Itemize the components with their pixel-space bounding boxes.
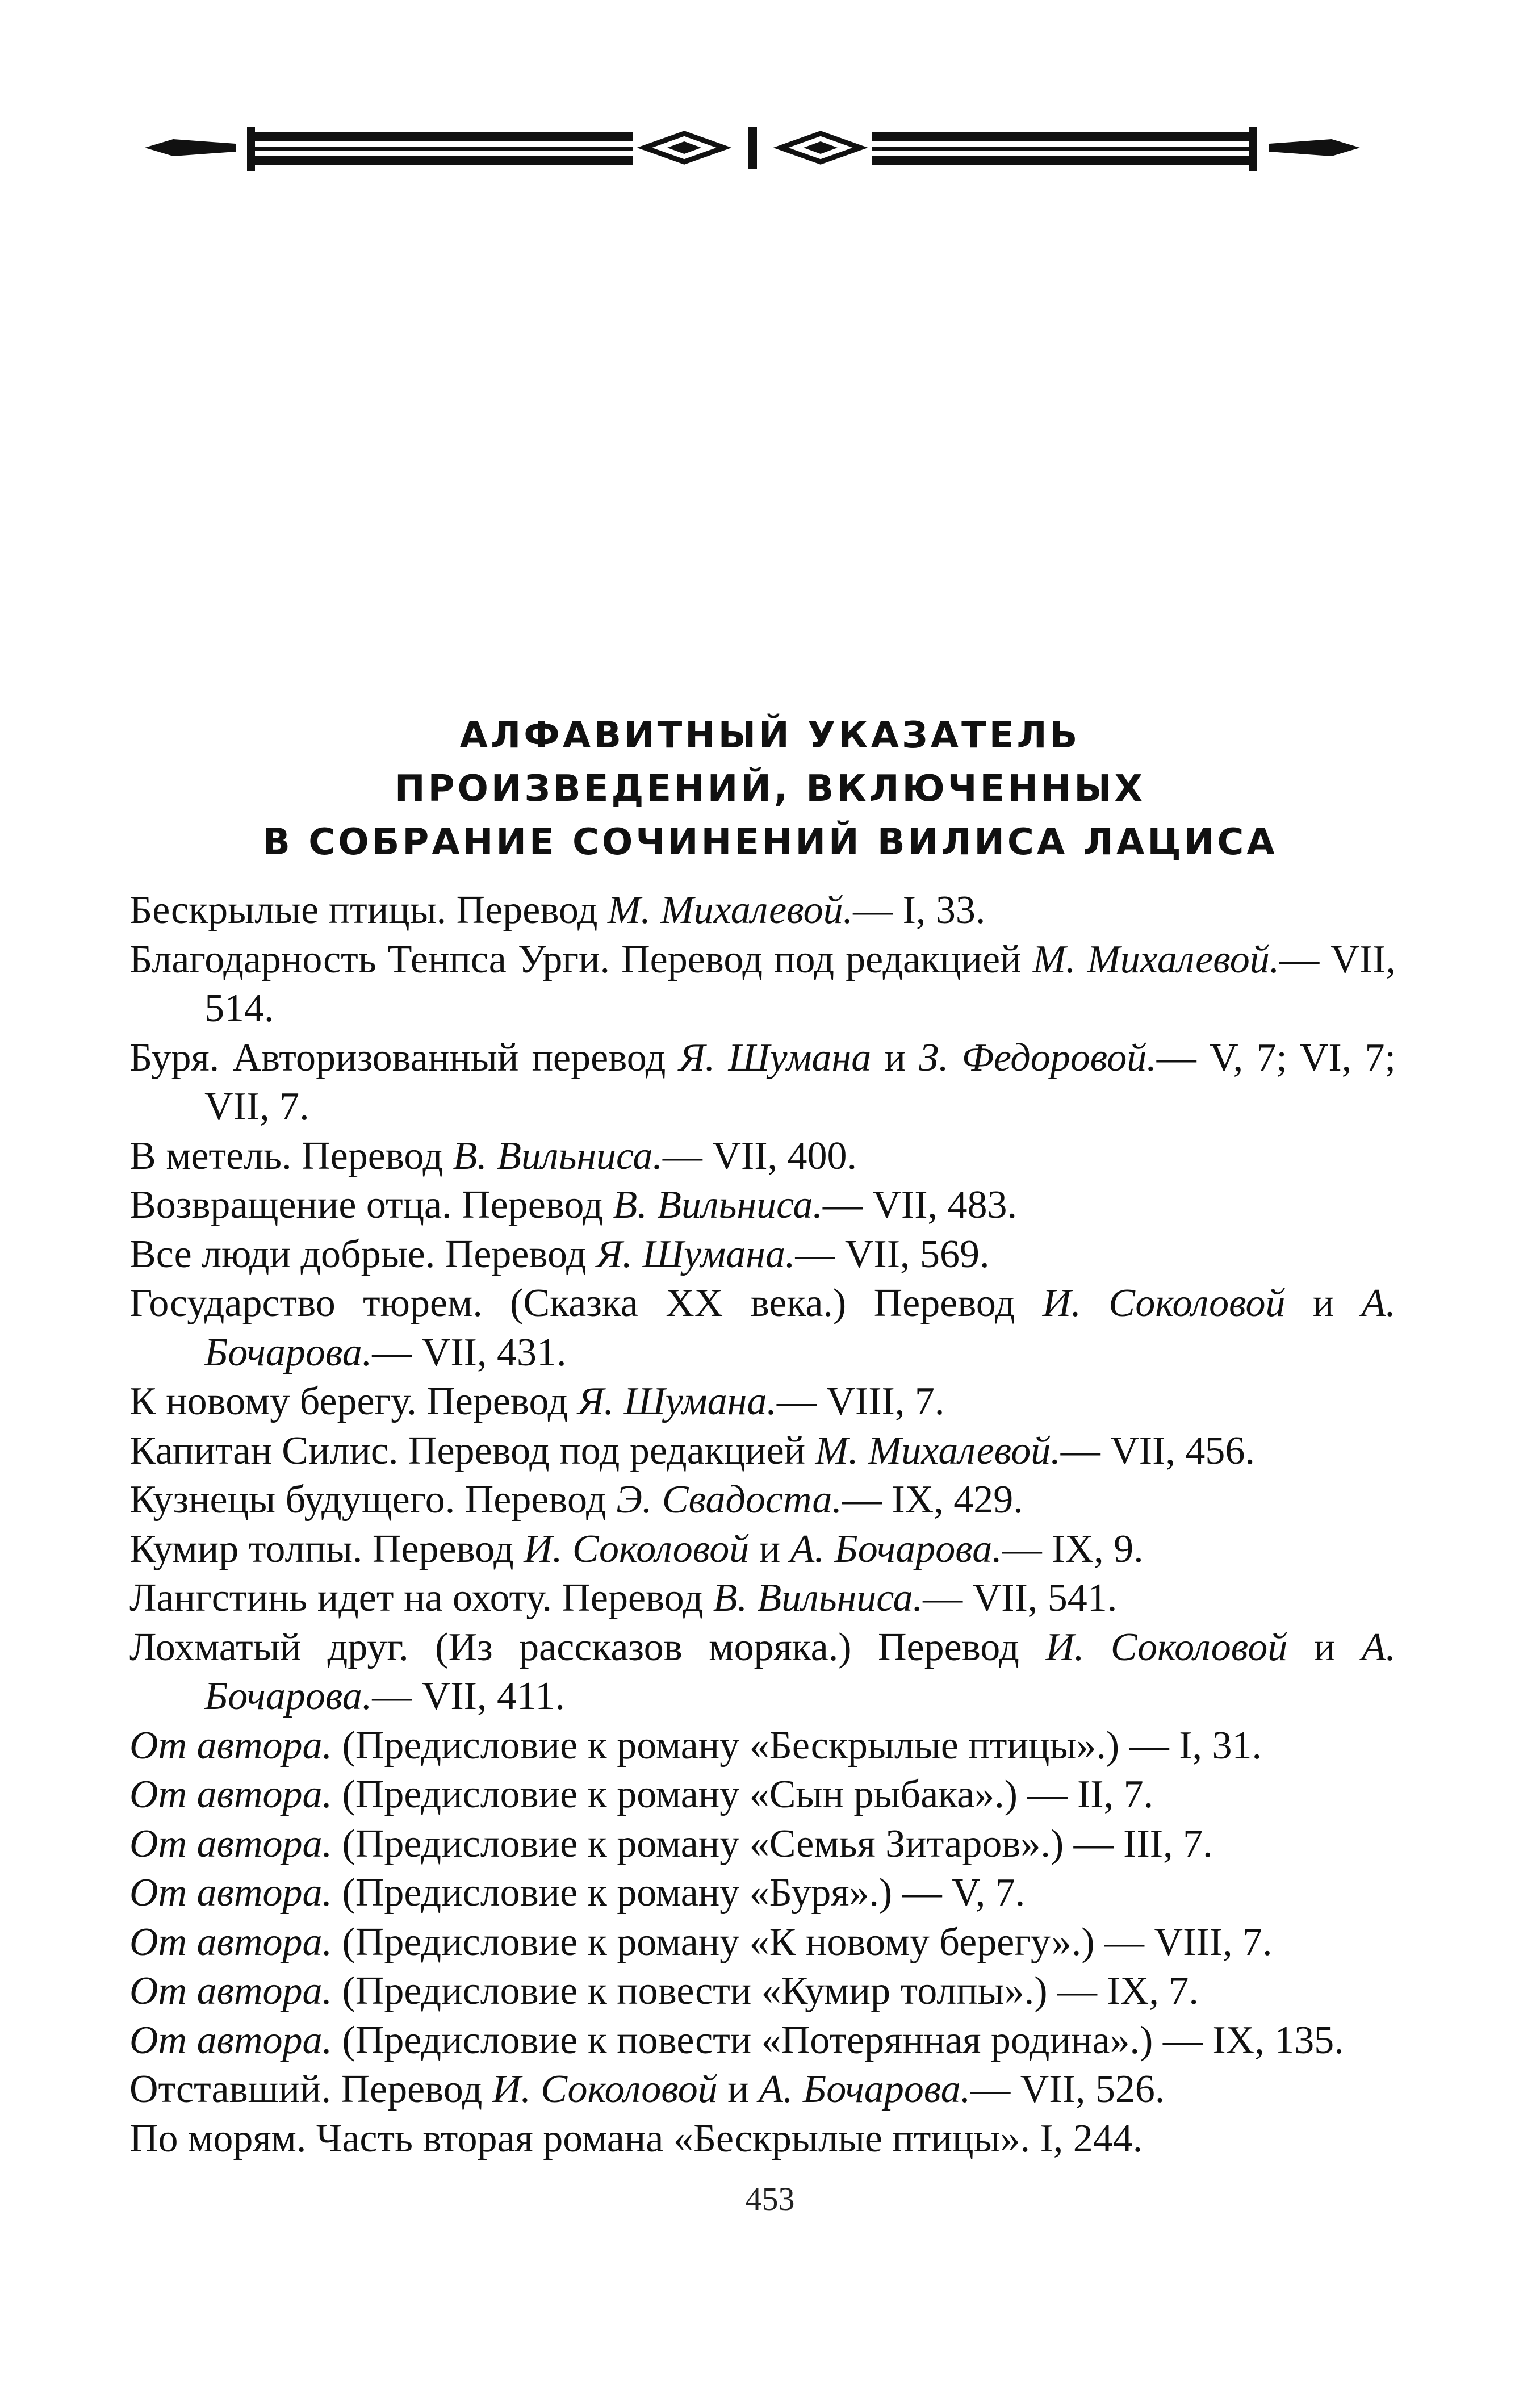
decorative-header-ornament xyxy=(145,116,1360,179)
index-entry xyxy=(129,2016,1396,2066)
entry-text: — I, 33. xyxy=(853,888,986,932)
italic-text: Э. Свадоста. xyxy=(616,1478,842,1522)
index-entry xyxy=(129,1820,1396,1869)
entry-text: Возвращение отца. Перевод xyxy=(129,1183,613,1227)
italic-text: И. Соколовой xyxy=(1042,1281,1286,1325)
italic-text: От автора. xyxy=(129,2018,333,2062)
entry-text: Кумир толпы. Перевод xyxy=(129,1527,524,1571)
italic-text: В. Вильниса. xyxy=(453,1134,663,1178)
entry-text: и xyxy=(717,2067,759,2111)
entry-text: и xyxy=(749,1527,790,1571)
italic-text: Я. Шумана. xyxy=(578,1380,777,1423)
italic-text: От автора. xyxy=(129,1969,333,2013)
entry-text: — VII, 514. xyxy=(204,937,1396,1030)
entry-text: По морям. Часть вторая романа «Бескрылые птицы». I, 244. xyxy=(129,2116,1143,2161)
entry-text: и xyxy=(1287,1625,1362,1669)
title-line: В СОБРАНИЕ СОЧИНЕНИЙ ВИЛИСА ЛАЦИСА xyxy=(262,821,1278,863)
italic-text: И. Соколовой xyxy=(524,1527,750,1571)
entry-text: (Предисловие к роману «Сын рыбака».) — II, 7. xyxy=(332,1773,1154,1816)
entry-text: — VII, 541. xyxy=(923,1576,1118,1620)
italic-text: От автора. xyxy=(129,1871,333,1915)
index-entry xyxy=(129,2115,1396,2164)
index-entry xyxy=(129,1770,1396,1820)
italic-text: З. Федоровой. xyxy=(919,1035,1157,1080)
entry-text: Лангстинь идет на охоту. Перевод xyxy=(129,1576,713,1620)
entry-text: — VII, 569. xyxy=(795,1232,990,1276)
italic-text: От автора. xyxy=(129,1723,333,1768)
index-title xyxy=(0,709,1540,869)
index-entry xyxy=(129,886,1396,935)
entry-text: (Предисловие к роману «Семья Зитаров».) — III, 7. xyxy=(332,1821,1213,1866)
index-entry xyxy=(129,1034,1396,1132)
italic-text: От автора. xyxy=(129,1821,333,1866)
index-entry xyxy=(129,1230,1396,1280)
title-line: ПРОИЗВЕДЕНИЙ, ВКЛЮЧЕННЫХ xyxy=(395,768,1145,810)
index-entry xyxy=(129,1427,1396,1476)
entry-text: Буря. Авторизованный перевод xyxy=(129,1035,679,1080)
title-line: АЛФАВИТНЫЙ УКАЗАТЕЛЬ xyxy=(459,715,1081,757)
italic-text: А. Бочарова. xyxy=(204,1281,1396,1374)
italic-text: От автора. xyxy=(129,1773,333,1816)
entry-text: Капитан Силис. Перевод под редакцией xyxy=(129,1428,815,1473)
entry-text: — V, 7; VI, 7; VII, 7. xyxy=(204,1035,1396,1129)
index-entry xyxy=(129,1476,1396,1525)
index-entries-list xyxy=(129,886,1396,2163)
italic-text: И. Соколовой xyxy=(1045,1625,1288,1669)
index-entry xyxy=(129,1132,1396,1181)
italic-text: М. Михалевой. xyxy=(815,1428,1061,1473)
entry-text: Отставший. Перевод xyxy=(129,2067,492,2111)
index-entry xyxy=(129,1181,1396,1230)
italic-text: М. Михалевой. xyxy=(1032,937,1280,981)
entry-text: Благодарность Тенпса Урги. Перевод под редакцией xyxy=(129,937,1033,981)
italic-text: А. Бочарова. xyxy=(790,1527,1002,1571)
entry-text: Все люди добрые. Перевод xyxy=(129,1232,597,1276)
index-entry xyxy=(129,1967,1396,2016)
index-entry xyxy=(129,2065,1396,2115)
index-entry xyxy=(129,1574,1396,1623)
entry-text: — VII, 483. xyxy=(822,1183,1018,1227)
italic-text: Я. Шумана. xyxy=(596,1232,796,1276)
entry-text: — IX, 9. xyxy=(1002,1527,1144,1571)
entry-text: — VII, 456. xyxy=(1060,1428,1255,1473)
entry-text: — VII, 526. xyxy=(970,2067,1165,2111)
entry-text: К новому берегу. Перевод xyxy=(129,1380,578,1423)
entry-text: (Предисловие к повести «Кумир толпы».) — IX, 7. xyxy=(332,1969,1199,2013)
italic-text: От автора. xyxy=(129,1920,333,1964)
entry-text: Кузнецы будущего. Перевод xyxy=(129,1478,617,1522)
entry-text: — VII, 431. xyxy=(372,1330,567,1374)
entry-text: Государство тюрем. (Сказка XX века.) Перевод xyxy=(129,1281,1043,1325)
italic-text: В. Вильниса. xyxy=(713,1576,923,1620)
index-entry xyxy=(129,1279,1396,1377)
entry-text: (Предисловие к роману «К новому берегу».) — VIII, 7. xyxy=(332,1920,1273,1964)
entry-text: — IX, 429. xyxy=(842,1478,1023,1522)
italic-text: М. Михалевой. xyxy=(608,888,853,932)
page-number: 453 xyxy=(745,2180,795,2217)
index-entry xyxy=(129,1869,1396,1918)
italic-text: В. Вильниса. xyxy=(613,1183,823,1227)
index-entry xyxy=(129,1623,1396,1722)
index-entry xyxy=(129,1722,1396,1771)
index-entry xyxy=(129,935,1396,1034)
entry-text: и xyxy=(1285,1281,1362,1325)
index-entry xyxy=(129,1377,1396,1427)
entry-text: — VII, 411. xyxy=(372,1674,565,1718)
italic-text: А. Бочарова. xyxy=(759,2067,971,2111)
entry-text: — VII, 400. xyxy=(662,1134,857,1178)
entry-text: (Предисловие к роману «Буря».) — V, 7. xyxy=(332,1871,1026,1915)
entry-text: и xyxy=(871,1035,919,1080)
entry-text: (Предисловие к повести «Потерянная родина».) — IX, 135. xyxy=(332,2018,1344,2062)
entry-text: Лохматый друг. (Из рассказов моряка.) Перевод xyxy=(129,1625,1046,1669)
entry-text: Бескрылые птицы. Перевод xyxy=(129,888,608,932)
entry-text: В метель. Перевод xyxy=(129,1134,453,1178)
italic-text: Я. Шумана xyxy=(679,1035,872,1080)
index-entry xyxy=(129,1525,1396,1574)
index-entry xyxy=(129,1918,1396,1967)
entry-text: — VIII, 7. xyxy=(776,1380,945,1423)
italic-text: И. Соколовой xyxy=(492,2067,718,2111)
italic-text: А. Бочарова. xyxy=(204,1625,1396,1718)
entry-text: (Предисловие к роману «Бескрылые птицы».) — I, 31. xyxy=(332,1723,1262,1768)
